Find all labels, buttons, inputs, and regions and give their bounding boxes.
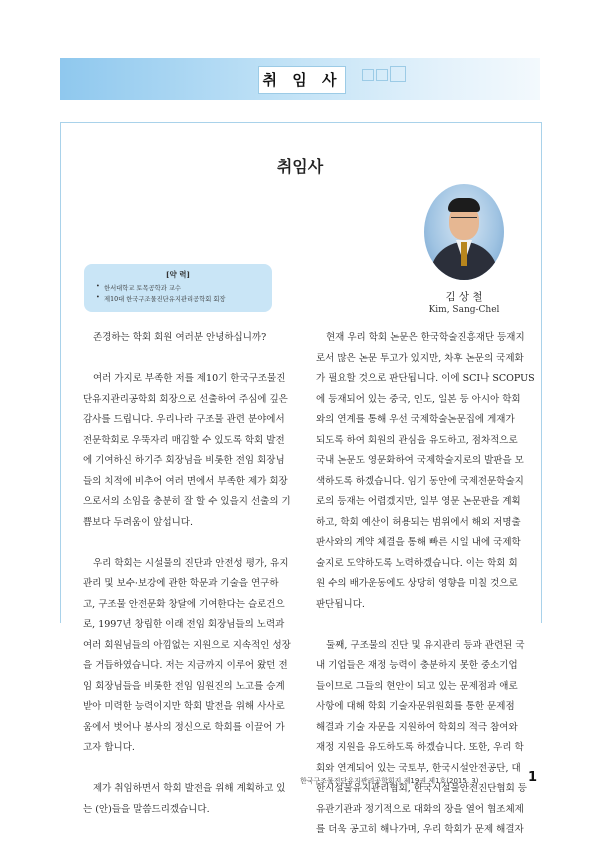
page-number: 1 xyxy=(528,770,538,785)
article-title: 취임사 xyxy=(276,157,324,176)
text-line: 단유지관리공학회 회장으로 선출하여 주심에 깊은 xyxy=(83,393,288,405)
author-photo xyxy=(424,184,504,280)
decor-square xyxy=(390,66,406,82)
text-line: 해결과 기술 자문을 지원하여 학회의 적극 참여와 xyxy=(316,721,518,733)
text-line: 들이므로 그들의 현안이 되고 있는 문제점과 애로 xyxy=(316,680,518,692)
text-line: 쁨보다 두려움이 앞섭니다. xyxy=(83,516,194,528)
text-line: 유관기관과 정기적으로 대화의 장을 열어 협조체제 xyxy=(316,803,524,815)
text-line: 으로서의 소임을 충분히 잘 할 수 있을지 선출의 기 xyxy=(83,496,291,507)
career-item: • 제10대 한국구조물진단유지관리공학회 회장 xyxy=(104,294,226,303)
career-title: [약 력] xyxy=(165,270,191,279)
text-line: 감사를 드립니다. 우리나라 구조물 관련 분야에서 xyxy=(83,414,285,425)
text-line: 술지로 도약하도록 노력하겠습니다. 이는 학회 회 xyxy=(316,557,518,569)
left-column xyxy=(83,328,291,820)
text-line: 고자 합니다. xyxy=(83,742,135,753)
career-item: • 한서대학교 토목공학과 교수 xyxy=(104,283,181,292)
text-line: 받아 미력한 능력이지만 학회 발전을 위해 사사로 xyxy=(83,701,285,712)
author-name-english: Kim, Sang-Chel xyxy=(428,305,500,315)
text-line: 에 등재되어 있는 중국, 인도, 일본 등 아시아 학회 xyxy=(316,393,521,405)
text-line: 움에서 벗어나 봉사의 정신으로 학회를 이끌어 가 xyxy=(83,721,285,733)
text-line: 재정 지원을 유도하도록 하겠습니다. 또한, 우리 학 xyxy=(316,742,524,753)
text-line: 내 기업들은 재정 능력이 충분하지 못한 중소기업 xyxy=(316,660,518,671)
text-line: 를 더욱 공고히 해나가며, 우리 학회가 문제 해결자 xyxy=(316,824,524,835)
text-line: 색하도록 하겠습니다. 임기 동안에 국제전문학술지 xyxy=(316,475,524,487)
text-line: 제가 취임하면서 학회 발전을 위해 계획하고 있 xyxy=(93,783,286,794)
text-line: 임 회장님들을 비롯한 전임 임원진의 노고를 승계 xyxy=(83,680,285,692)
text-line: 로서 많은 논문 투고가 있지만, 차후 논문의 국제화 xyxy=(316,352,524,364)
text-line: 판단됩니다. xyxy=(316,598,365,610)
text-line: 존경하는 학회 회원 여러분 안녕하십니까? xyxy=(93,332,267,343)
career-box xyxy=(84,264,272,312)
text-line: 우리 학회는 시설물의 진단과 안전성 평가, 유지 xyxy=(93,557,289,569)
banner-title: 취 임 사 xyxy=(258,66,346,94)
right-column xyxy=(316,328,535,841)
text-line: 을 거듭하였습니다. 저는 지금까지 이루어 왔던 전 xyxy=(83,660,288,671)
text-line: 한시설물유지관리협회, 한국시설물안전진단협회 등 xyxy=(316,783,527,794)
text-line: 와의 연계를 통해 우선 국제학술논문집에 게재가 xyxy=(316,414,515,425)
text-line: 가 필요할 것으로 판단됩니다. 이에 SCI나 SCOPUS xyxy=(316,373,535,384)
decor-square xyxy=(362,69,374,81)
text-line: 에 기여하신 하기주 회장님을 비롯한 전임 회장님 xyxy=(83,455,285,466)
text-line: 들의 치적에 비추어 여러 면에서 부족한 제가 회장 xyxy=(83,475,288,487)
text-line: 회와 연계되어 있는 국토부, 한국시설안전공단, 대 xyxy=(316,762,521,774)
text-line: 는 (안)들을 말씀드리겠습니다. xyxy=(83,803,210,815)
text-line: 사항에 대해 학회 기술자문위원회를 통한 문제점 xyxy=(316,701,515,712)
text-line: 국내 논문도 영문화하여 국제학술지로의 발판을 모 xyxy=(316,455,524,466)
text-line: 전문학회로 우뚝자리 매김할 수 있도록 학회 발전 xyxy=(83,434,285,446)
text-line: 둘째, 구조물의 진단 및 유지관리 등과 관련된 국 xyxy=(326,639,525,651)
text-line: 여러 회원님들의 아낌없는 지원으로 지속적인 성장 xyxy=(83,639,291,651)
text-line: 여러 가지로 부족한 저를 제10기 한국구조물진 xyxy=(93,373,286,384)
text-line: 하고, 학회 예산이 허용되는 범위에서 해외 저명출 xyxy=(316,516,521,528)
footer-journal: 한국구조물진단유지관리공학회지 제19권 제1호(2015. 3) xyxy=(300,777,479,785)
text-line: 판사와의 계약 체결을 통해 빠른 시일 내에 국제학 xyxy=(316,537,521,548)
text-line: 로의 등재는 어렵겠지만, 일부 영문 논문판을 계획 xyxy=(316,496,521,507)
author-name-korean: 김 상 철 xyxy=(445,291,483,303)
text-line: 현재 우리 학회 논문은 한국학술진흥재단 등재지 xyxy=(326,332,525,343)
text-line: 고, 구조물 안전문화 창달에 기여한다는 슬로건으 xyxy=(83,598,285,610)
decor-square xyxy=(376,69,388,81)
text-line: 원 수의 배가운동에도 상당히 영향을 미칠 것으로 xyxy=(316,578,518,589)
text-line: 관리 및 보수·보강에 관한 학문과 기술을 연구하 xyxy=(83,578,279,589)
text-line: 로, 1997년 창립한 이래 전임 회장님들의 노력과 xyxy=(83,619,285,630)
text-line: 되도록 하여 회원의 관심을 유도하고, 점차적으로 xyxy=(316,434,518,446)
